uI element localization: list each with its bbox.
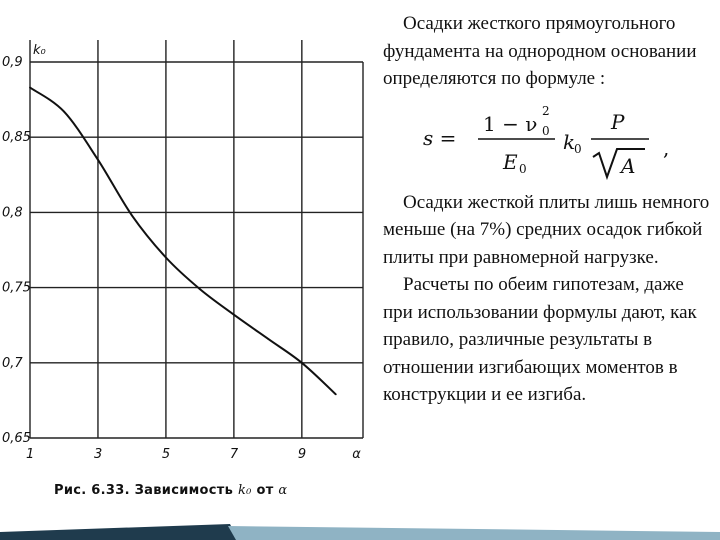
- text-column: [383, 10, 715, 409]
- data-point-4: [165, 257, 167, 259]
- formula-k-sub: 0: [574, 141, 582, 156]
- y-tick-label: 0,7: [2, 355, 23, 371]
- y-tick-label: 0,8: [2, 205, 23, 221]
- sqrt-sign: [593, 149, 645, 177]
- y-tick-label: 0,65: [2, 431, 31, 446]
- y-tick-label: 0,85: [2, 130, 31, 146]
- formula-k: k: [563, 129, 576, 154]
- x-tick-label: 9: [297, 447, 307, 462]
- data-point-1: [63, 111, 65, 113]
- settlement-formula: [383, 93, 715, 189]
- hypotheses-paragraph: Расчеты по обеим гипотезам, даже при использовании формулы дают, как правило, различные результаты в отношении изгибающих моментов в конструкции и ее изгиба.: [383, 274, 697, 405]
- caption-prefix: Рис. 6.33. Зависимость: [54, 483, 234, 498]
- formula-den-sub: 0: [519, 161, 527, 176]
- formula-comma: ,: [663, 135, 670, 160]
- formula-numerator: 1 − ν: [483, 111, 538, 136]
- x-tick-label: 7: [229, 447, 239, 462]
- formula-denominator: E: [503, 149, 518, 174]
- data-point-6: [233, 314, 235, 316]
- band-light-stripe: [228, 526, 720, 540]
- x-tick-label: 1: [26, 447, 35, 462]
- formula-graphic: [423, 93, 703, 189]
- y-axis-label: k₀: [33, 43, 46, 58]
- figure-caption: [54, 483, 287, 498]
- x-tick-label: 3: [93, 447, 103, 462]
- data-point-0: [29, 87, 31, 89]
- data-point-2: [97, 159, 99, 161]
- caption-mid: от: [256, 483, 274, 498]
- x-tick-label: α: [352, 447, 361, 462]
- caption-var-alpha: α: [278, 483, 288, 498]
- data-point-9: [335, 393, 337, 395]
- decorative-bottom-band: [0, 518, 720, 540]
- intro-paragraph: Осадки жесткого прямоугольного фундамента на однородном основании определяются по формуле :: [383, 13, 697, 89]
- formula-num-sup: 2: [542, 103, 550, 118]
- y-tick-label: 0,9: [2, 55, 23, 70]
- formula-lhs: s =: [423, 125, 457, 150]
- caption-var-k0: k₀: [237, 483, 252, 498]
- k0-curve: [30, 88, 336, 395]
- k0-vs-alpha-chart: [0, 0, 380, 480]
- band-dark-stripe: [0, 524, 240, 540]
- formula-a: A: [621, 153, 636, 178]
- data-point-5: [199, 288, 201, 290]
- formula-p: P: [611, 109, 625, 134]
- data-point-3: [131, 215, 133, 217]
- x-tick-label: 5: [161, 447, 171, 462]
- y-tick-label: 0,75: [2, 280, 31, 296]
- data-point-7: [267, 338, 269, 340]
- formula-num-sub: 0: [542, 123, 550, 138]
- rigid-slab-paragraph: Осадки жесткой плиты лишь немного меньше (на 7%) средних осадок гибкой плиты при равномерной нагрузке.: [383, 191, 710, 268]
- data-point-8: [301, 362, 303, 364]
